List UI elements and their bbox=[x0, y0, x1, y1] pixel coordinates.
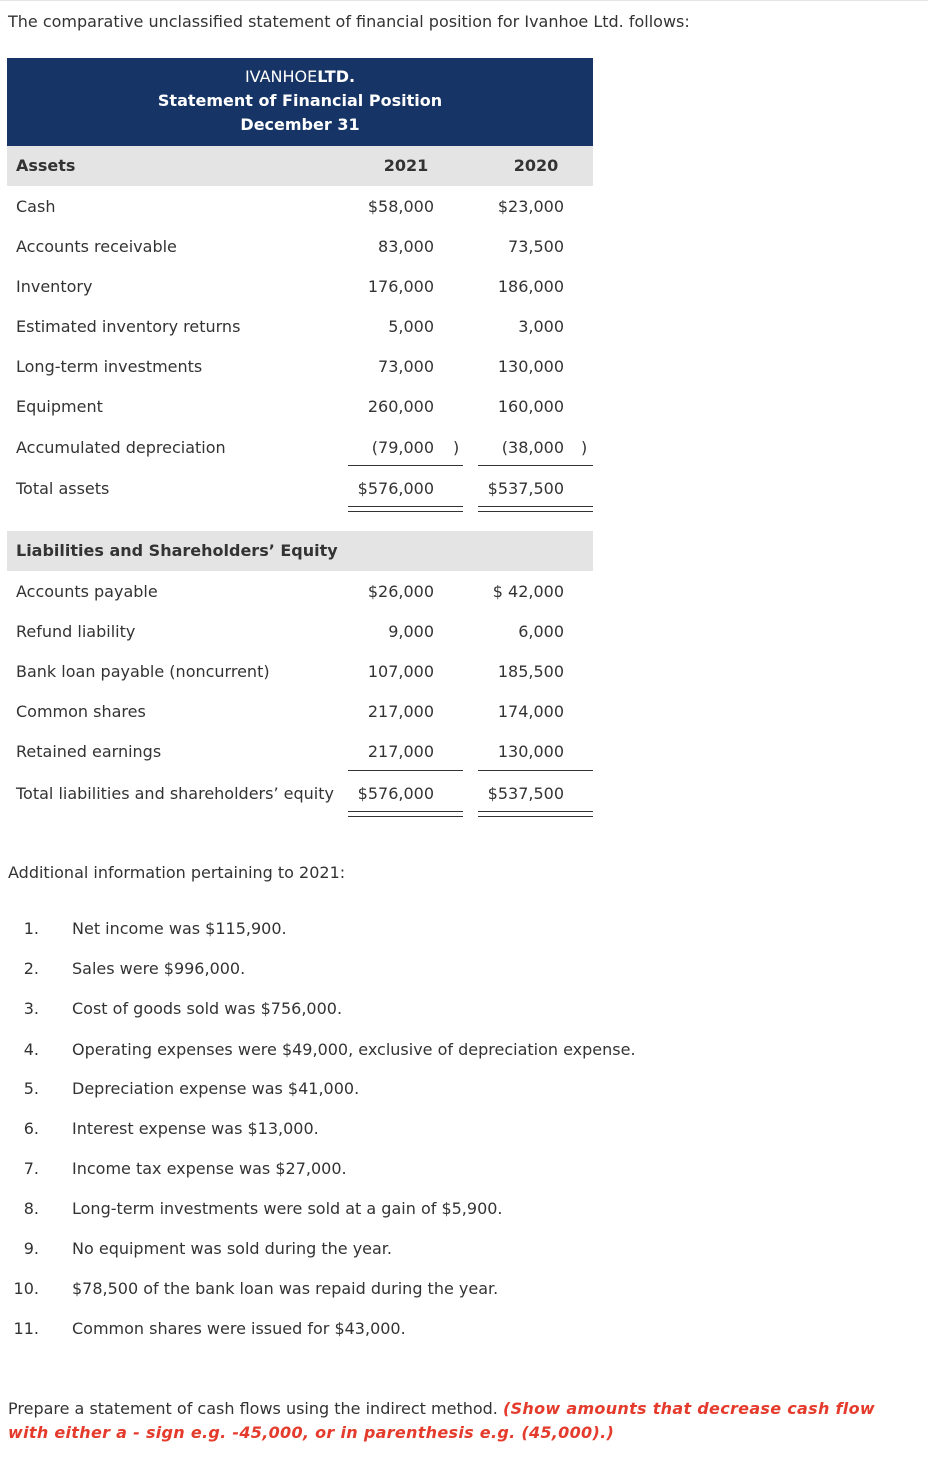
list-item: 5. Depreciation expense was $41,000. bbox=[23, 1079, 360, 1098]
underline bbox=[348, 465, 463, 466]
additional-info-title: Additional information pertaining to 2021: bbox=[8, 863, 346, 882]
statement-date: December 31 bbox=[240, 115, 360, 134]
liabilities-header-band bbox=[7, 531, 593, 571]
table-row: Accumulated depreciation (79,000 ) (38,000 ) bbox=[16, 438, 588, 457]
year-2021-header: 2021 bbox=[383, 156, 429, 175]
total-assets-row: Total assets $576,000 $537,500 bbox=[16, 479, 564, 498]
list-item: 9. No equipment was sold during the year. bbox=[23, 1239, 392, 1258]
top-divider bbox=[0, 0, 928, 1]
list-item: 8. Long-term investments were sold at a gain of $5,900. bbox=[23, 1199, 503, 1218]
assets-header: Assets bbox=[16, 156, 76, 175]
table-row: Bank loan payable (noncurrent) 107,000 185,500 bbox=[16, 662, 564, 681]
table-row: Estimated inventory returns 5,000 3,000 bbox=[16, 317, 564, 336]
list-item: 2. Sales were $996,000. bbox=[23, 959, 246, 978]
list-item: 6. Interest expense was $13,000. bbox=[23, 1119, 319, 1138]
table-row: Cash $58,000 $23,000 bbox=[16, 197, 564, 216]
double-underline bbox=[348, 506, 463, 512]
double-underline bbox=[348, 811, 463, 817]
instruction-text: Prepare a statement of cash flows using the indirect method. (Show amounts that decrease cash flow with either a - sign e.g. -45,000, or in parenthesis e.g. (45,000).) bbox=[8, 1399, 875, 1442]
list-item: 7. Income tax expense was $27,000. bbox=[23, 1159, 347, 1178]
liabilities-header: Liabilities and Shareholders’ Equity bbox=[16, 541, 338, 560]
table-row: Accounts payable $26,000 $ 42,000 bbox=[16, 582, 564, 601]
table-row: Refund liability 9,000 6,000 bbox=[16, 622, 564, 641]
statement-title: Statement of Financial Position bbox=[157, 91, 443, 110]
underline bbox=[348, 770, 463, 771]
underline bbox=[478, 770, 593, 771]
table-row: Accounts receivable 83,000 73,500 bbox=[16, 237, 564, 256]
list-item: 11. Common shares were issued for $43,000. bbox=[13, 1319, 406, 1338]
statement-header bbox=[7, 58, 593, 146]
table-row: Retained earnings 217,000 130,000 bbox=[16, 742, 564, 761]
table-row: Inventory 176,000 186,000 bbox=[16, 277, 564, 296]
table-row: Equipment 260,000 160,000 bbox=[16, 397, 564, 416]
close-paren: ) bbox=[581, 438, 588, 457]
double-underline bbox=[478, 506, 593, 512]
list-item: 10. $78,500 of the bank loan was repaid during the year. bbox=[13, 1279, 499, 1298]
assets-header-band bbox=[7, 146, 593, 186]
year-2020-header: 2020 bbox=[513, 156, 559, 175]
table-row: Common shares 217,000 174,000 bbox=[16, 702, 564, 721]
list-item: 1. Net income was $115,900. bbox=[23, 919, 287, 938]
close-paren: ) bbox=[453, 438, 460, 457]
underline bbox=[478, 465, 593, 466]
company-name: IVANHOELTD. bbox=[244, 67, 356, 86]
instruction-note: (Show amounts that decrease cash flow with either a - sign e.g. -45,000, or in parenthesis e.g. (45,000).) bbox=[8, 1399, 875, 1442]
double-underline bbox=[478, 811, 593, 817]
intro-text: The comparative unclassified statement of financial position for Ivanhoe Ltd. follows: bbox=[8, 12, 690, 31]
list-item: 3. Cost of goods sold was $756,000. bbox=[23, 999, 343, 1018]
total-liabilities-row: Total liabilities and shareholders’ equity $576,000 $537,500 bbox=[16, 784, 564, 803]
list-item: 4. Operating expenses were $49,000, exclusive of depreciation expense. bbox=[23, 1040, 636, 1059]
table-row: Long-term investments 73,000 130,000 bbox=[16, 357, 564, 376]
